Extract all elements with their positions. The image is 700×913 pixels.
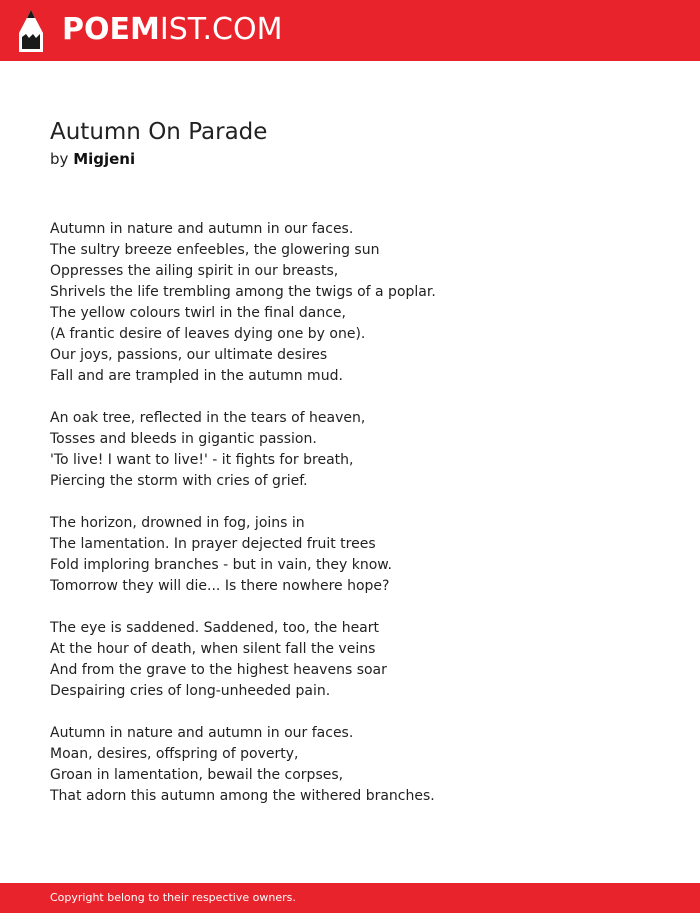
poem-line: Piercing the storm with cries of grief. bbox=[50, 473, 308, 489]
poem-line: The yellow colours twirl in the final dance, bbox=[50, 305, 346, 321]
brand-bold: POEM bbox=[62, 12, 160, 47]
poem-line: And from the grave to the highest heavens soar bbox=[50, 662, 387, 678]
poem-line: That adorn this autumn among the withered branches. bbox=[50, 788, 435, 804]
poem-line: Fall and are trampled in the autumn mud. bbox=[50, 368, 343, 384]
poem-line: Tomorrow they will die... Is there nowhere hope? bbox=[50, 578, 390, 594]
poem-line: Moan, desires, offspring of poverty, bbox=[50, 746, 299, 762]
poem-line: Autumn in nature and autumn in our faces. bbox=[50, 221, 354, 237]
poem-line: Autumn in nature and autumn in our faces. bbox=[50, 725, 354, 741]
poem-line: The sultry breeze enfeebles, the glowering sun bbox=[50, 242, 380, 258]
poem-stanza bbox=[50, 513, 670, 597]
site-header bbox=[0, 0, 700, 61]
poem-line: Groan in lamentation, bewail the corpses, bbox=[50, 767, 344, 783]
author-name: Migjeni bbox=[73, 150, 136, 168]
poem-title: Autumn On Parade bbox=[50, 119, 268, 145]
byline-prefix: by bbox=[50, 150, 69, 168]
site-logo-text[interactable] bbox=[62, 12, 282, 48]
poem-stanza bbox=[50, 618, 670, 702]
poem-line: Our joys, passions, our ultimate desires bbox=[50, 347, 328, 363]
poem-body bbox=[50, 219, 670, 828]
site-footer bbox=[0, 883, 700, 913]
copyright-text: Copyright belong to their respective owners. bbox=[50, 891, 296, 904]
poem-line: The lamentation. In prayer dejected fruit trees bbox=[50, 536, 376, 552]
poem-line: 'To live! I want to live!' - it fights for breath, bbox=[50, 452, 354, 468]
poem-line: At the hour of death, when silent fall the veins bbox=[50, 641, 376, 657]
poem-line: Tosses and bleeds in gigantic passion. bbox=[50, 431, 317, 447]
poem-line: Fold imploring branches - but in vain, they know. bbox=[50, 557, 392, 573]
pencil-icon[interactable] bbox=[18, 9, 44, 53]
brand-light: IST.COM bbox=[159, 12, 283, 47]
poem-line: An oak tree, reflected in the tears of heaven, bbox=[50, 410, 366, 426]
poem-line: Despairing cries of long-unheeded pain. bbox=[50, 683, 331, 699]
byline bbox=[50, 149, 135, 169]
poem-line: Shrivels the life trembling among the twigs of a poplar. bbox=[50, 284, 436, 300]
poem-line: Oppresses the ailing spirit in our breasts, bbox=[50, 263, 339, 279]
poem-line: (A frantic desire of leaves dying one by one). bbox=[50, 326, 366, 342]
poem-stanza bbox=[50, 723, 670, 807]
poem-line: The eye is saddened. Saddened, too, the heart bbox=[50, 620, 379, 636]
poem-stanza bbox=[50, 408, 670, 492]
poem-stanza bbox=[50, 219, 670, 387]
poem-line: The horizon, drowned in fog, joins in bbox=[50, 515, 305, 531]
